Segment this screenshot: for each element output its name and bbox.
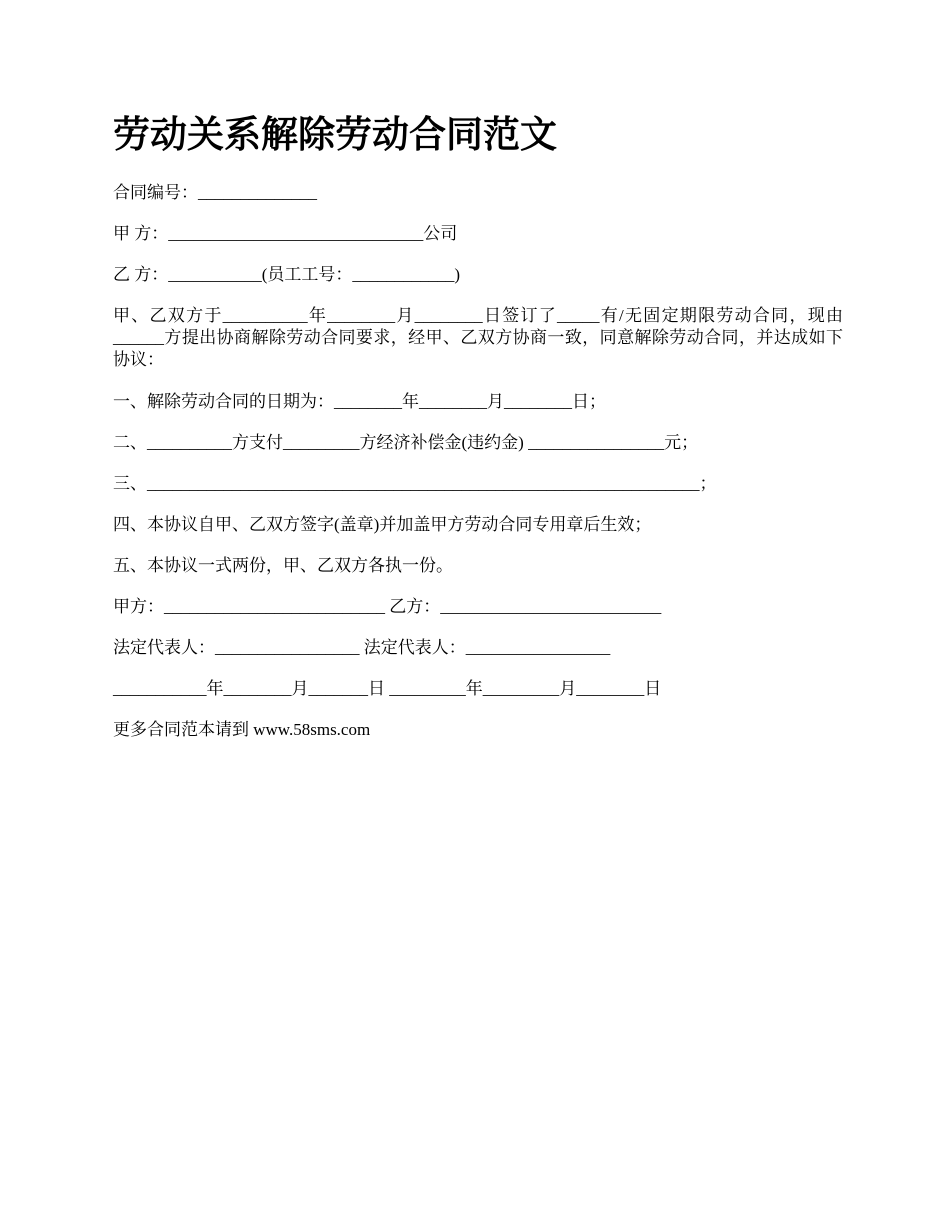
contract-number-line: 合同编号：______________ bbox=[113, 183, 317, 202]
clause-1: 一、解除劳动合同的日期为：________年________月________日； bbox=[113, 392, 606, 411]
clause-3: 三、_________________________________________________________________； bbox=[113, 474, 717, 493]
signature-parties-line: 甲方：__________________________ 乙方：__________________________ bbox=[113, 597, 662, 616]
party-b-line: 乙 方：___________(员工工号：____________) bbox=[113, 265, 461, 284]
document-title: 劳动关系解除劳动合同范文 bbox=[113, 115, 557, 156]
intro-paragraph: 甲、乙双方于__________年________月________日签订了_____有/无固定期限劳动合同，现由______方提出协商解除劳动合同要求，经甲、乙双方协商一致，同意解除劳动合同，并达成如下协议： bbox=[113, 306, 843, 369]
clause-4: 四、本协议自甲、乙双方签字(盖章)并加盖甲方劳动合同专用章后生效； bbox=[113, 515, 652, 534]
clause-5: 五、本协议一式两份，甲、乙双方各执一份。 bbox=[113, 556, 453, 575]
party-a-line: 甲 方：______________________________公司 bbox=[113, 224, 458, 243]
clause-2: 二、__________方支付_________方经济补偿金(违约金) ________________元； bbox=[113, 433, 699, 452]
legal-representatives-line: 法定代表人：_________________ 法定代表人：_________________ bbox=[113, 638, 611, 657]
signature-dates-line: ___________年________月_______日 _________年_________月________日 bbox=[113, 679, 662, 698]
footer-note: 更多合同范本请到 www.58sms.com bbox=[113, 720, 371, 739]
